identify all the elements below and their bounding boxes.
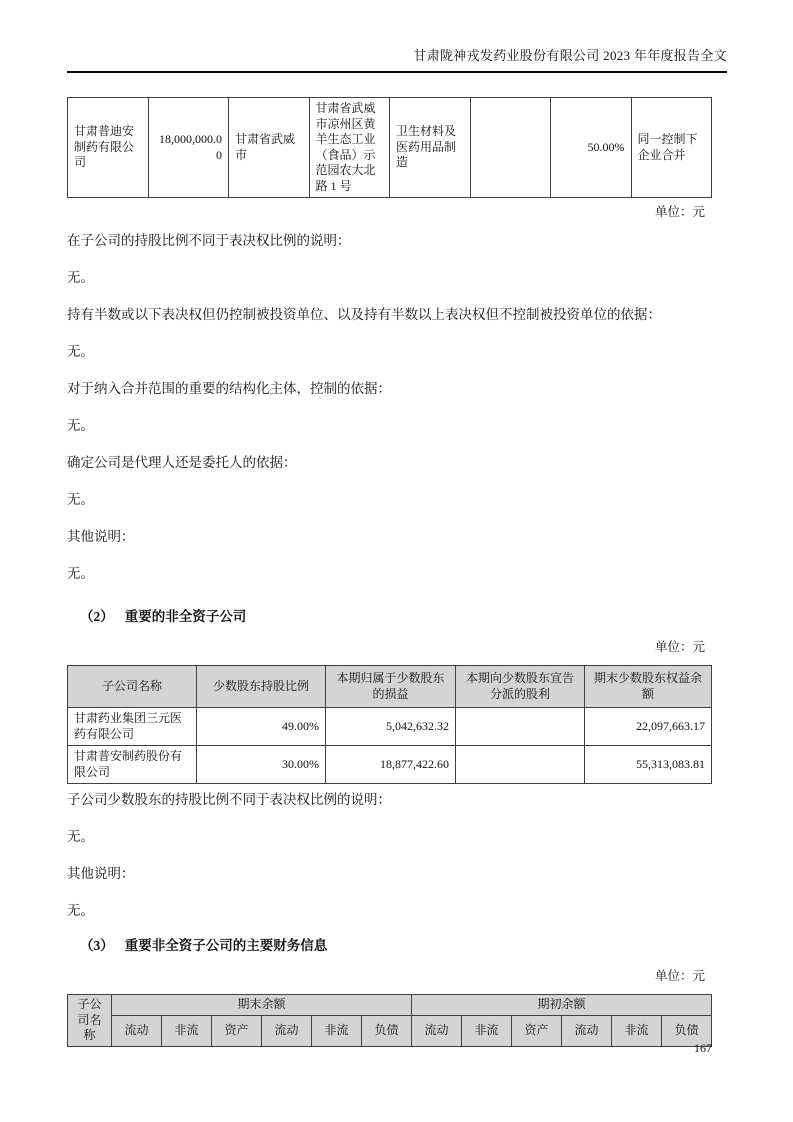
- subheader-assets: 资产: [212, 1016, 262, 1046]
- subsidiary-acquisition-table: [67, 97, 712, 198]
- statement-line: 子公司少数股东的持股比例不同于表决权比例的说明：: [67, 792, 391, 807]
- cell-shareholding-ratio: 50.00%: [551, 98, 632, 198]
- page-number: 167: [694, 1041, 712, 1055]
- section-number: （2）: [80, 609, 114, 624]
- section-title: 重要非全资子公司的主要财务信息: [124, 938, 328, 953]
- subheader-liabilities: 负债: [362, 1016, 412, 1046]
- cell-minority-equity-balance: 22,097,663.17: [585, 708, 712, 746]
- non-wholly-owned-subsidiaries-table: [67, 665, 712, 784]
- subheader-noncurrent: 非流: [312, 1016, 362, 1046]
- statement-line: 其他说明：: [67, 866, 135, 881]
- table-header-row: [68, 666, 712, 708]
- statement-line: 对于纳入合并范围的重要的结构化主体，控制的依据：: [67, 381, 391, 396]
- statement-line: 无。: [67, 492, 94, 507]
- header-subsidiary-name: 子公司名称: [68, 995, 112, 1047]
- subheader-current: 流动: [412, 1016, 462, 1046]
- cell-location: 甘肃省武威市: [229, 98, 310, 198]
- table-row: [68, 98, 712, 198]
- header-dividend-to-minority: 本期向少数股东宣告分派的股利: [456, 666, 585, 708]
- cell-business-nature: 卫生材料及医药用品制造: [390, 98, 471, 198]
- cell-acquisition-method: 同一控制下企业合并: [631, 98, 712, 198]
- cell-minority-ratio: 30.00%: [197, 746, 326, 784]
- financial-info-table: [67, 994, 712, 1047]
- cell-dividend-to-minority: [456, 746, 585, 784]
- subheader-noncurrent: 非流: [612, 1016, 662, 1046]
- section-heading-2: [67, 609, 727, 624]
- unit-label: 单位：元: [654, 640, 705, 654]
- header-minority-ratio: 少数股东持股比例: [197, 666, 326, 708]
- statement-line: 其他说明：: [67, 529, 135, 544]
- subheader-current: 流动: [562, 1016, 612, 1046]
- page-header: [67, 48, 727, 73]
- header-minority-equity-balance: 期末少数股东权益余额: [585, 666, 712, 708]
- unit-label: 单位：元: [654, 205, 705, 219]
- header-closing-balance-group: 期末余额: [112, 995, 412, 1016]
- table-group-header-row: [68, 995, 712, 1016]
- cell-empty: [470, 98, 551, 198]
- subheader-noncurrent: 非流: [462, 1016, 512, 1046]
- table-subheader-row: [68, 1016, 712, 1046]
- cell-minority-ratio: 49.00%: [197, 708, 326, 746]
- section-heading-3: [67, 938, 727, 953]
- section-number: （3）: [80, 938, 114, 953]
- subheader-noncurrent: 非流: [162, 1016, 212, 1046]
- statement-line: 无。: [67, 344, 94, 359]
- statement-line: 持有半数或以下表决权但仍控制被投资单位、以及持有半数以上表决权但不控制被投资单位的依据：: [67, 307, 661, 322]
- cell-profit-to-minority: 18,877,422.60: [326, 746, 456, 784]
- statement-line: 无。: [67, 566, 94, 581]
- cell-subsidiary-name: 甘肃普安制药股份有限公司: [68, 746, 197, 784]
- subheader-current: 流动: [262, 1016, 312, 1046]
- statement-line: 无。: [67, 903, 94, 918]
- cell-registered-address: 甘肃省武威市凉州区黄羊生态工业（食品）示范园农大北路 1 号: [309, 98, 390, 198]
- cell-dividend-to-minority: [456, 708, 585, 746]
- header-subsidiary-name: 子公司名称: [68, 666, 197, 708]
- cell-minority-equity-balance: 55,313,083.81: [585, 746, 712, 784]
- subheader-current: 流动: [112, 1016, 162, 1046]
- statement-line: 在子公司的持股比例不同于表决权比例的说明：: [67, 233, 351, 248]
- statement-line: 无。: [67, 418, 94, 433]
- statement-line: 无。: [67, 829, 94, 844]
- cell-subsidiary-name: 甘肃药业集团三元医药有限公司: [68, 708, 197, 746]
- report-title: 甘肃陇神戎发药业股份有限公司 2023 年年度报告全文: [413, 48, 727, 63]
- table-row: [68, 708, 712, 746]
- unit-label: 单位：元: [654, 969, 705, 983]
- statement-line: 确定公司是代理人还是委托人的依据：: [67, 455, 297, 470]
- statement-line: 无。: [67, 270, 94, 285]
- header-opening-balance-group: 期初余额: [412, 995, 712, 1016]
- cell-registered-capital: 18,000,000.00: [148, 98, 229, 198]
- cell-subsidiary-name: 甘肃普迪安制药有限公司: [68, 98, 149, 198]
- header-profit-to-minority: 本期归属于少数股东的损益: [326, 666, 456, 708]
- subheader-assets: 资产: [512, 1016, 562, 1046]
- section-title: 重要的非全资子公司: [124, 609, 247, 624]
- cell-profit-to-minority: 5,042,632.32: [326, 708, 456, 746]
- subheader-liabilities: 负债: [662, 1016, 712, 1046]
- table-row: [68, 746, 712, 784]
